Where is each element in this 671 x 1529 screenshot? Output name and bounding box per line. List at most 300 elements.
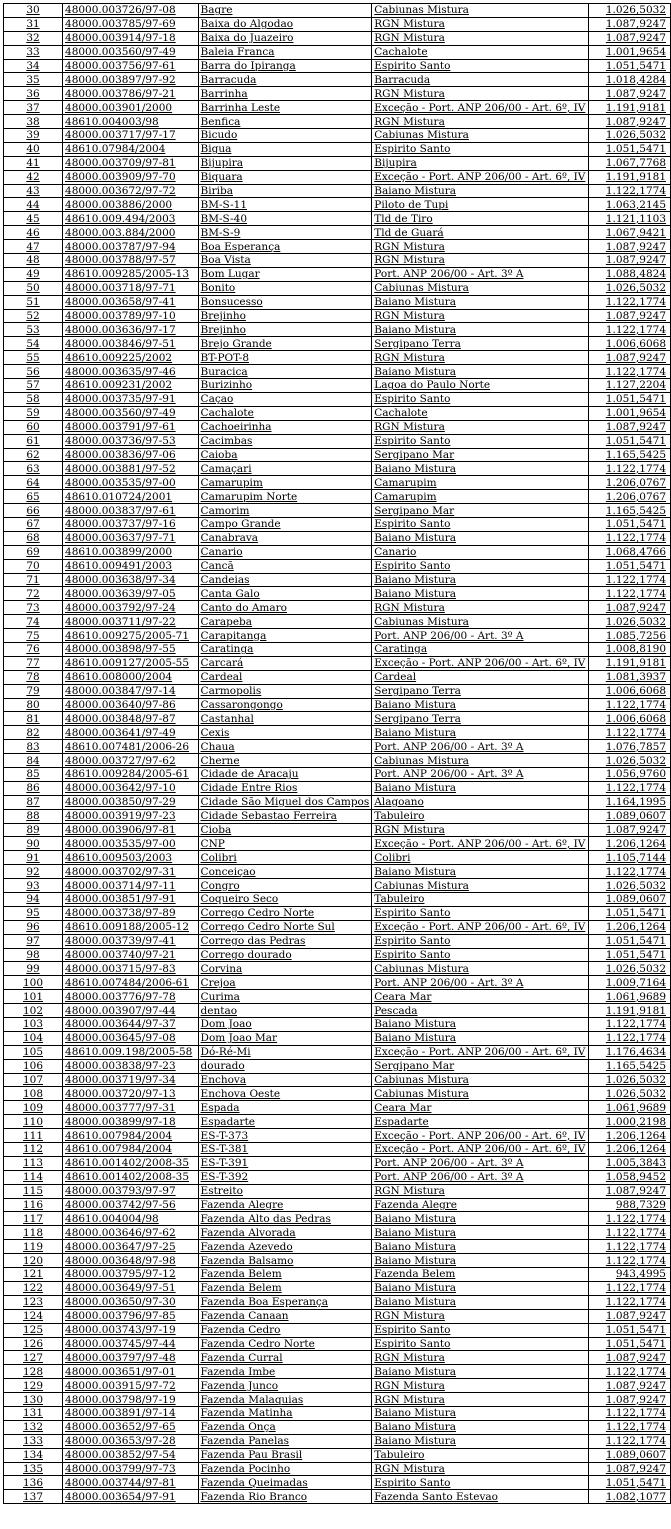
reference-stream-cell: Baiano Mistura	[372, 698, 589, 712]
price-value-cell: 1.122,1774	[589, 1365, 671, 1379]
process-number-cell: 48000.003649/97-51	[63, 1281, 199, 1295]
price-value-cell: 1.087,9247	[589, 87, 671, 101]
row-number-cell: 57	[4, 379, 63, 393]
reference-stream-cell: Espirito Santo	[372, 517, 589, 531]
reference-stream-cell: Baiano Mistura	[372, 865, 589, 879]
field-name-cell: Fazenda Queimadas	[198, 1476, 372, 1490]
price-value-cell: 1.051,5471	[589, 934, 671, 948]
reference-stream-cell: Piloto de Tupi	[372, 198, 589, 212]
field-name-cell: Cherne	[198, 754, 372, 768]
price-value-cell: 1.122,1774	[589, 295, 671, 309]
field-name-cell: BM-S-11	[198, 198, 372, 212]
table-row	[4, 490, 671, 504]
row-number-cell: 129	[4, 1379, 63, 1393]
reference-stream-cell: Baiano Mistura	[372, 1254, 589, 1268]
table-row	[4, 545, 671, 559]
table-row	[4, 726, 671, 740]
reference-stream-cell: Cabiunas Mistura	[372, 962, 589, 976]
row-number-cell: 128	[4, 1365, 63, 1379]
reference-stream-cell: Lagoa do Paulo Norte	[372, 379, 589, 393]
row-number-cell: 71	[4, 573, 63, 587]
field-name-cell: Barrinha Leste	[198, 101, 372, 115]
field-name-cell: Bonito	[198, 281, 372, 295]
price-value-cell: 1.051,5471	[589, 142, 671, 156]
table-row	[4, 976, 671, 990]
process-number-cell: 48000.003646/97-62	[63, 1226, 199, 1240]
price-value-cell: 1.026,5032	[589, 281, 671, 295]
price-value-cell: 1.105,7144	[589, 851, 671, 865]
reference-stream-cell: Cabiunas Mistura	[372, 1087, 589, 1101]
field-name-cell: Biriba	[198, 184, 372, 198]
price-value-cell: 1.026,5032	[589, 962, 671, 976]
reference-stream-cell: Cardeal	[372, 670, 589, 684]
reference-stream-cell: Exceção - Port. ANP 206/00 - Art. 6º, IV	[372, 1143, 589, 1157]
field-name-cell: Fazenda Imbe	[198, 1365, 372, 1379]
row-number-cell: 41	[4, 156, 63, 170]
reference-stream-cell: Tabuleiro	[372, 809, 589, 823]
field-name-cell: ES-T-381	[198, 1143, 372, 1157]
process-number-cell: 48000.003638/97-34	[63, 573, 199, 587]
field-name-cell: Barracuda	[198, 73, 372, 87]
reference-stream-cell: Sergipano Terra	[372, 684, 589, 698]
table-row	[4, 142, 671, 156]
price-value-cell: 1.008,8190	[589, 642, 671, 656]
process-number-cell: 48000.003642/97-10	[63, 781, 199, 795]
table-row	[4, 629, 671, 643]
reference-stream-cell: Exceção - Port. ANP 206/00 - Art. 6º, IV	[372, 920, 589, 934]
row-number-cell: 36	[4, 87, 63, 101]
price-value-cell: 1.087,9247	[589, 1184, 671, 1198]
process-number-cell: 48000.003651/97-01	[63, 1365, 199, 1379]
table-row	[4, 1462, 671, 1476]
reference-stream-cell: RGN Mistura	[372, 1184, 589, 1198]
table-row	[4, 893, 671, 907]
fields-table	[3, 3, 671, 1504]
process-number-cell: 48000.003852/97-54	[63, 1448, 199, 1462]
price-value-cell: 943,4995	[589, 1268, 671, 1282]
process-number-cell: 48000.003850/97-29	[63, 795, 199, 809]
table-row	[4, 1323, 671, 1337]
reference-stream-cell: Baiano Mistura	[372, 1226, 589, 1240]
reference-stream-cell: Exceção - Port. ANP 206/00 - Art. 6º, IV	[372, 1045, 589, 1059]
field-name-cell: Estreito	[198, 1184, 372, 1198]
reference-stream-cell: Port. ANP 206/00 - Art. 3º A	[372, 629, 589, 643]
table-row	[4, 1018, 671, 1032]
field-name-cell: Boa Vista	[198, 254, 372, 268]
row-number-cell: 98	[4, 948, 63, 962]
row-number-cell: 91	[4, 851, 63, 865]
table-row	[4, 379, 671, 393]
table-row	[4, 1031, 671, 1045]
reference-stream-cell: RGN Mistura	[372, 420, 589, 434]
row-number-cell: 116	[4, 1198, 63, 1212]
reference-stream-cell: Espirito Santo	[372, 906, 589, 920]
table-row	[4, 101, 671, 115]
price-value-cell: 1.122,1774	[589, 1018, 671, 1032]
price-value-cell: 1.122,1774	[589, 1295, 671, 1309]
price-value-cell: 1.191,9181	[589, 170, 671, 184]
process-number-cell: 48610.004004/98	[63, 1212, 199, 1226]
field-name-cell: Canta Galo	[198, 587, 372, 601]
row-number-cell: 102	[4, 1004, 63, 1018]
row-number-cell: 119	[4, 1240, 63, 1254]
process-number-cell: 48610.003899/2000	[63, 545, 199, 559]
reference-stream-cell: Pescada	[372, 1004, 589, 1018]
field-name-cell: Enchova Oeste	[198, 1087, 372, 1101]
reference-stream-cell: Barracuda	[372, 73, 589, 87]
field-name-cell: Castanhal	[198, 712, 372, 726]
price-value-cell: 1.087,9247	[589, 1379, 671, 1393]
process-number-cell: 48000.003914/97-18	[63, 31, 199, 45]
row-number-cell: 117	[4, 1212, 63, 1226]
row-number-cell: 64	[4, 476, 63, 490]
price-value-cell: 1.051,5471	[589, 1476, 671, 1490]
row-number-cell: 73	[4, 601, 63, 615]
process-number-cell: 48000.003647/97-25	[63, 1240, 199, 1254]
table-row	[4, 1240, 671, 1254]
price-value-cell: 1.005,3843	[589, 1156, 671, 1170]
reference-stream-cell: Baiano Mistura	[372, 365, 589, 379]
table-row	[4, 337, 671, 351]
field-name-cell: Fazenda Pau Brasil	[198, 1448, 372, 1462]
reference-stream-cell: Baiano Mistura	[372, 295, 589, 309]
row-number-cell: 50	[4, 281, 63, 295]
table-row	[4, 754, 671, 768]
table-row	[4, 906, 671, 920]
table-row	[4, 434, 671, 448]
field-name-cell: Carmopolis	[198, 684, 372, 698]
reference-stream-cell: Espirito Santo	[372, 1323, 589, 1337]
row-number-cell: 94	[4, 893, 63, 907]
row-number-cell: 82	[4, 726, 63, 740]
field-name-cell: Camarupim Norte	[198, 490, 372, 504]
field-name-cell: Buracica	[198, 365, 372, 379]
row-number-cell: 101	[4, 990, 63, 1004]
document-page	[3, 3, 671, 1504]
price-value-cell: 1.122,1774	[589, 726, 671, 740]
row-number-cell: 114	[4, 1170, 63, 1184]
reference-stream-cell: Baiano Mistura	[372, 1018, 589, 1032]
price-value-cell: 1.165,5425	[589, 1059, 671, 1073]
row-number-cell: 83	[4, 740, 63, 754]
row-number-cell: 85	[4, 767, 63, 781]
row-number-cell: 89	[4, 823, 63, 837]
reference-stream-cell: Fazenda Alegre	[372, 1198, 589, 1212]
row-number-cell: 37	[4, 101, 63, 115]
field-name-cell: Corvina	[198, 962, 372, 976]
field-name-cell: Fazenda Panelas	[198, 1434, 372, 1448]
table-row	[4, 517, 671, 531]
price-value-cell: 1.061,9689	[589, 1101, 671, 1115]
table-row	[4, 295, 671, 309]
process-number-cell: 48610.007481/2006-26	[63, 740, 199, 754]
price-value-cell: 1.026,5032	[589, 1073, 671, 1087]
price-value-cell: 1.087,9247	[589, 1462, 671, 1476]
price-value-cell: 1.051,5471	[589, 1323, 671, 1337]
field-name-cell: Fazenda Junco	[198, 1379, 372, 1393]
field-name-cell: Fazenda Malaquias	[198, 1393, 372, 1407]
table-body	[4, 4, 671, 1504]
reference-stream-cell: Baiano Mistura	[372, 726, 589, 740]
table-row	[4, 351, 671, 365]
row-number-cell: 93	[4, 879, 63, 893]
reference-stream-cell: Bijupira	[372, 156, 589, 170]
row-number-cell: 54	[4, 337, 63, 351]
row-number-cell: 127	[4, 1351, 63, 1365]
reference-stream-cell: Port. ANP 206/00 - Art. 3º A	[372, 267, 589, 281]
price-value-cell: 1.191,9181	[589, 1004, 671, 1018]
price-value-cell: 1.165,5425	[589, 448, 671, 462]
price-value-cell: 1.087,9247	[589, 31, 671, 45]
table-row	[4, 170, 671, 184]
process-number-cell: 48610.001402/2008-35	[63, 1156, 199, 1170]
table-row	[4, 823, 671, 837]
table-row	[4, 1393, 671, 1407]
row-number-cell: 65	[4, 490, 63, 504]
field-name-cell: Fazenda Cedro Norte	[198, 1337, 372, 1351]
row-number-cell: 115	[4, 1184, 63, 1198]
row-number-cell: 133	[4, 1434, 63, 1448]
row-number-cell: 48	[4, 254, 63, 268]
field-name-cell: Espada	[198, 1101, 372, 1115]
table-row	[4, 1045, 671, 1059]
field-name-cell: Campo Grande	[198, 517, 372, 531]
price-value-cell: 1.087,9247	[589, 1393, 671, 1407]
process-number-cell: 48610.009.494/2003	[63, 212, 199, 226]
process-number-cell: 48610.004003/98	[63, 115, 199, 129]
table-row	[4, 879, 671, 893]
row-number-cell: 62	[4, 448, 63, 462]
table-row	[4, 59, 671, 73]
process-number-cell: 48000.003535/97-00	[63, 837, 199, 851]
field-name-cell: Cancã	[198, 559, 372, 573]
field-name-cell: Fazenda Balsamo	[198, 1254, 372, 1268]
reference-stream-cell: Espadarte	[372, 1115, 589, 1129]
reference-stream-cell: RGN Mistura	[372, 1351, 589, 1365]
process-number-cell: 48000.003640/97-86	[63, 698, 199, 712]
price-value-cell: 1.006,6068	[589, 337, 671, 351]
price-value-cell: 1.081,3937	[589, 670, 671, 684]
reference-stream-cell: Exceção - Port. ANP 206/00 - Art. 6º, IV	[372, 837, 589, 851]
row-number-cell: 131	[4, 1406, 63, 1420]
price-value-cell: 1.026,5032	[589, 879, 671, 893]
reference-stream-cell: Tabuleiro	[372, 1448, 589, 1462]
reference-stream-cell: RGN Mistura	[372, 351, 589, 365]
row-number-cell: 87	[4, 795, 63, 809]
price-value-cell: 1.122,1774	[589, 1031, 671, 1045]
field-name-cell: Canabrava	[198, 531, 372, 545]
process-number-cell: 48610.009285/2005-13	[63, 267, 199, 281]
table-row	[4, 684, 671, 698]
price-value-cell: 1.082,1077	[589, 1490, 671, 1504]
row-number-cell: 78	[4, 670, 63, 684]
reference-stream-cell: Espirito Santo	[372, 948, 589, 962]
reference-stream-cell: Exceção - Port. ANP 206/00 - Art. 6º, IV	[372, 101, 589, 115]
row-number-cell: 77	[4, 656, 63, 670]
price-value-cell: 1.026,5032	[589, 615, 671, 629]
table-row	[4, 837, 671, 851]
reference-stream-cell: Cabiunas Mistura	[372, 754, 589, 768]
table-row	[4, 712, 671, 726]
reference-stream-cell: Espirito Santo	[372, 1476, 589, 1490]
field-name-cell: Congro	[198, 879, 372, 893]
table-row	[4, 1129, 671, 1143]
field-name-cell: Cassarongongo	[198, 698, 372, 712]
process-number-cell: 48610.009188/2005-12	[63, 920, 199, 934]
field-name-cell: dourado	[198, 1059, 372, 1073]
table-row	[4, 1351, 671, 1365]
table-row	[4, 1490, 671, 1504]
row-number-cell: 80	[4, 698, 63, 712]
row-number-cell: 125	[4, 1323, 63, 1337]
process-number-cell: 48000.003836/97-06	[63, 448, 199, 462]
process-number-cell: 48000.003799/97-73	[63, 1462, 199, 1476]
table-row	[4, 990, 671, 1004]
field-name-cell: Bagre	[198, 4, 372, 18]
process-number-cell: 48000.003891/97-14	[63, 1406, 199, 1420]
field-name-cell: Colibri	[198, 851, 372, 865]
price-value-cell: 1.191,9181	[589, 656, 671, 670]
price-value-cell: 1.051,5471	[589, 948, 671, 962]
price-value-cell: 1.087,9247	[589, 309, 671, 323]
field-name-cell: Boa Esperança	[198, 240, 372, 254]
reference-stream-cell: Baiano Mistura	[372, 462, 589, 476]
row-number-cell: 44	[4, 198, 63, 212]
reference-stream-cell: RGN Mistura	[372, 309, 589, 323]
table-row	[4, 1184, 671, 1198]
field-name-cell: Bom Lugar	[198, 267, 372, 281]
row-number-cell: 39	[4, 129, 63, 143]
process-number-cell: 48610.010724/2001	[63, 490, 199, 504]
row-number-cell: 134	[4, 1448, 63, 1462]
process-number-cell: 48000.003796/97-85	[63, 1309, 199, 1323]
process-number-cell: 48000.003648/97-98	[63, 1254, 199, 1268]
field-name-cell: Canario	[198, 545, 372, 559]
process-number-cell: 48000.003702/97-31	[63, 865, 199, 879]
field-name-cell: Cachoeirinha	[198, 420, 372, 434]
price-value-cell: 1.122,1774	[589, 365, 671, 379]
price-value-cell: 1.087,9247	[589, 823, 671, 837]
field-name-cell: Candeias	[198, 573, 372, 587]
table-row	[4, 1379, 671, 1393]
price-value-cell: 1.018,4284	[589, 73, 671, 87]
row-number-cell: 32	[4, 31, 63, 45]
price-value-cell: 1.006,6068	[589, 684, 671, 698]
price-value-cell: 1.087,9247	[589, 601, 671, 615]
price-value-cell: 1.087,9247	[589, 351, 671, 365]
process-number-cell: 48000.003739/97-41	[63, 934, 199, 948]
table-row	[4, 420, 671, 434]
row-number-cell: 123	[4, 1295, 63, 1309]
process-number-cell: 48000.003714/97-11	[63, 879, 199, 893]
process-number-cell: 48000.003535/97-00	[63, 476, 199, 490]
reference-stream-cell: Sergipano Mar	[372, 504, 589, 518]
table-row	[4, 1101, 671, 1115]
process-number-cell: 48000.003899/97-18	[63, 1115, 199, 1129]
price-value-cell: 1.206,0767	[589, 476, 671, 490]
field-name-cell: Cachalote	[198, 406, 372, 420]
process-number-cell: 48000.003672/97-72	[63, 184, 199, 198]
process-number-cell: 48000.003846/97-51	[63, 337, 199, 351]
process-number-cell: 48610.009275/2005-71	[63, 629, 199, 643]
table-row	[4, 1254, 671, 1268]
reference-stream-cell: Baiano Mistura	[372, 1031, 589, 1045]
reference-stream-cell: Cachalote	[372, 406, 589, 420]
reference-stream-cell: Cabiunas Mistura	[372, 281, 589, 295]
field-name-cell: Cidade Entre Rios	[198, 781, 372, 795]
field-name-cell: Fazenda Canaan	[198, 1309, 372, 1323]
field-name-cell: BM-S-40	[198, 212, 372, 226]
field-name-cell: Brejinho	[198, 323, 372, 337]
row-number-cell: 35	[4, 73, 63, 87]
table-row	[4, 448, 671, 462]
field-name-cell: Cidade Sebastao Ferreira	[198, 809, 372, 823]
price-value-cell: 1.122,1774	[589, 573, 671, 587]
row-number-cell: 34	[4, 59, 63, 73]
row-number-cell: 52	[4, 309, 63, 323]
reference-stream-cell: Cabiunas Mistura	[372, 879, 589, 893]
row-number-cell: 69	[4, 545, 63, 559]
reference-stream-cell: Tld de Guará	[372, 226, 589, 240]
reference-stream-cell: Fazenda Belem	[372, 1268, 589, 1282]
process-number-cell: 48000.003727/97-62	[63, 754, 199, 768]
table-row	[4, 1406, 671, 1420]
row-number-cell: 88	[4, 809, 63, 823]
row-number-cell: 96	[4, 920, 63, 934]
table-row	[4, 4, 671, 18]
reference-stream-cell: RGN Mistura	[372, 254, 589, 268]
price-value-cell: 1.122,1774	[589, 1226, 671, 1240]
table-row	[4, 767, 671, 781]
process-number-cell: 48610.007984/2004	[63, 1129, 199, 1143]
table-row	[4, 1059, 671, 1073]
table-row	[4, 1281, 671, 1295]
price-value-cell: 1.122,1774	[589, 1406, 671, 1420]
field-name-cell: Dom Joao	[198, 1018, 372, 1032]
row-number-cell: 103	[4, 1018, 63, 1032]
table-row	[4, 920, 671, 934]
price-value-cell: 1.122,1774	[589, 865, 671, 879]
reference-stream-cell: Ceara Mar	[372, 1101, 589, 1115]
row-number-cell: 53	[4, 323, 63, 337]
field-name-cell: Barra do Ipiranga	[198, 59, 372, 73]
process-number-cell: 48000.003637/97-71	[63, 531, 199, 545]
row-number-cell: 105	[4, 1045, 63, 1059]
table-row	[4, 1143, 671, 1157]
field-name-cell: Fazenda Alegre	[198, 1198, 372, 1212]
price-value-cell: 1.087,9247	[589, 1309, 671, 1323]
process-number-cell: 48000.003745/97-44	[63, 1337, 199, 1351]
table-row	[4, 17, 671, 31]
row-number-cell: 33	[4, 45, 63, 59]
reference-stream-cell: Baiano Mistura	[372, 573, 589, 587]
field-name-cell: Coqueiro Seco	[198, 893, 372, 907]
row-number-cell: 49	[4, 267, 63, 281]
reference-stream-cell: RGN Mistura	[372, 240, 589, 254]
row-number-cell: 46	[4, 226, 63, 240]
row-number-cell: 43	[4, 184, 63, 198]
table-row	[4, 45, 671, 59]
row-number-cell: 137	[4, 1490, 63, 1504]
reference-stream-cell: Baiano Mistura	[372, 1406, 589, 1420]
reference-stream-cell: Baiano Mistura	[372, 1365, 589, 1379]
row-number-cell: 56	[4, 365, 63, 379]
price-value-cell: 1.063,2145	[589, 198, 671, 212]
row-number-cell: 81	[4, 712, 63, 726]
field-name-cell: Baixa do Juazeiro	[198, 31, 372, 45]
table-row	[4, 962, 671, 976]
process-number-cell: 48000.003848/97-87	[63, 712, 199, 726]
